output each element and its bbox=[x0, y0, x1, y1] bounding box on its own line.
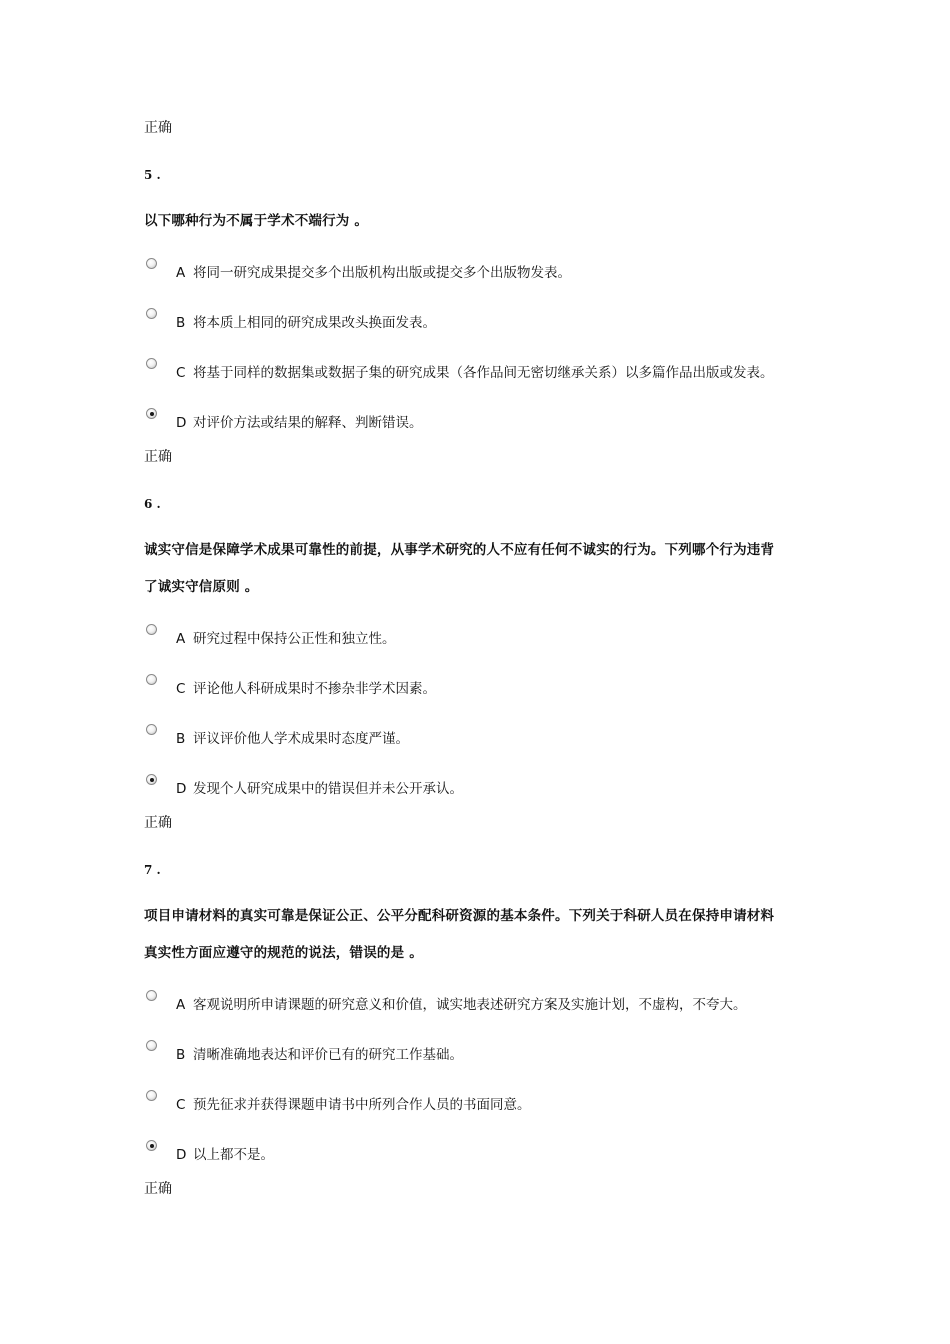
option-label: 发现个人研究成果中的错误但并未公开承认。 bbox=[193, 781, 463, 797]
option-letter: B bbox=[176, 731, 186, 747]
radio-button[interactable] bbox=[146, 308, 157, 319]
option-item[interactable] bbox=[176, 364, 774, 382]
question-text-line-1: 诚实守信是保障学术成果可靠性的前提，从事学术研究的人不应有任何不诚实的行为。下列哪个行为违背 bbox=[144, 542, 775, 558]
question-number: 6 . bbox=[144, 497, 161, 511]
option-label: 将基于同样的数据集或数据子集的研究成果（各作品间无密切继承关系）以多篇作品出版或发表。 bbox=[193, 365, 774, 381]
option-letter: D bbox=[176, 415, 187, 431]
question-number: 5 . bbox=[144, 168, 161, 182]
question-text-line-2: 真实性方面应遵守的规范的说法，错误的是 。 bbox=[144, 945, 423, 961]
option-label: 客观说明所申请课题的研究意义和价值，诚实地表述研究方案及实施计划，不虚构，不夸大。 bbox=[193, 997, 747, 1013]
option-letter: D bbox=[176, 781, 187, 797]
option-label: 清晰准确地表达和评价已有的研究工作基础。 bbox=[193, 1047, 463, 1063]
option-label: 评论他人科研成果时不掺杂非学术因素。 bbox=[193, 681, 436, 697]
radio-button[interactable] bbox=[146, 724, 157, 735]
question-text: 以下哪种行为不属于学术不端行为 。 bbox=[144, 213, 369, 229]
question-text-line-2: 了诚实守信原则 。 bbox=[144, 579, 259, 595]
radio-button[interactable] bbox=[146, 1090, 157, 1101]
option-label: 对评价方法或结果的解释、判断错误。 bbox=[193, 415, 423, 431]
radio-button[interactable] bbox=[146, 258, 157, 269]
option-item[interactable] bbox=[176, 1146, 274, 1164]
option-label: 将本质上相同的研究成果改头换面发表。 bbox=[193, 315, 436, 331]
radio-button[interactable] bbox=[146, 624, 157, 635]
option-label: 预先征求并获得课题申请书中所列合作人员的书面同意。 bbox=[193, 1097, 531, 1113]
option-item[interactable] bbox=[176, 314, 436, 332]
question-number: 7 . bbox=[144, 863, 161, 877]
option-item[interactable] bbox=[176, 780, 463, 798]
option-letter: C bbox=[176, 1097, 186, 1113]
answer-result: 正确 bbox=[144, 120, 172, 136]
option-letter: D bbox=[176, 1147, 187, 1163]
option-label: 将同一研究成果提交多个出版机构出版或提交多个出版物发表。 bbox=[193, 265, 571, 281]
option-letter: C bbox=[176, 365, 186, 381]
option-item[interactable] bbox=[176, 996, 747, 1014]
option-label: 研究过程中保持公正性和独立性。 bbox=[193, 631, 396, 647]
option-item[interactable] bbox=[176, 630, 396, 648]
answer-result: 正确 bbox=[144, 449, 172, 465]
radio-button[interactable] bbox=[146, 358, 157, 369]
option-label: 以上都不是。 bbox=[193, 1147, 274, 1163]
radio-button-selected[interactable] bbox=[146, 408, 157, 419]
radio-button[interactable] bbox=[146, 1040, 157, 1051]
radio-button-selected[interactable] bbox=[146, 1140, 157, 1151]
answer-result: 正确 bbox=[144, 815, 172, 831]
option-letter: A bbox=[176, 265, 186, 281]
radio-button[interactable] bbox=[146, 990, 157, 1001]
question-text-line-1: 项目申请材料的真实可靠是保证公正、公平分配科研资源的基本条件。下列关于科研人员在保持申请材料 bbox=[144, 908, 775, 924]
option-letter: C bbox=[176, 681, 186, 697]
option-item[interactable] bbox=[176, 1046, 463, 1064]
option-item[interactable] bbox=[176, 264, 571, 282]
option-letter: B bbox=[176, 315, 186, 331]
option-label: 评议评价他人学术成果时态度严谨。 bbox=[193, 731, 409, 747]
option-item[interactable] bbox=[176, 414, 423, 432]
answer-result: 正确 bbox=[144, 1181, 172, 1197]
option-item[interactable] bbox=[176, 730, 409, 748]
option-item[interactable] bbox=[176, 680, 436, 698]
option-letter: B bbox=[176, 1047, 186, 1063]
option-letter: A bbox=[176, 997, 186, 1013]
radio-button[interactable] bbox=[146, 674, 157, 685]
option-letter: A bbox=[176, 631, 186, 647]
option-item[interactable] bbox=[176, 1096, 531, 1114]
radio-button-selected[interactable] bbox=[146, 774, 157, 785]
